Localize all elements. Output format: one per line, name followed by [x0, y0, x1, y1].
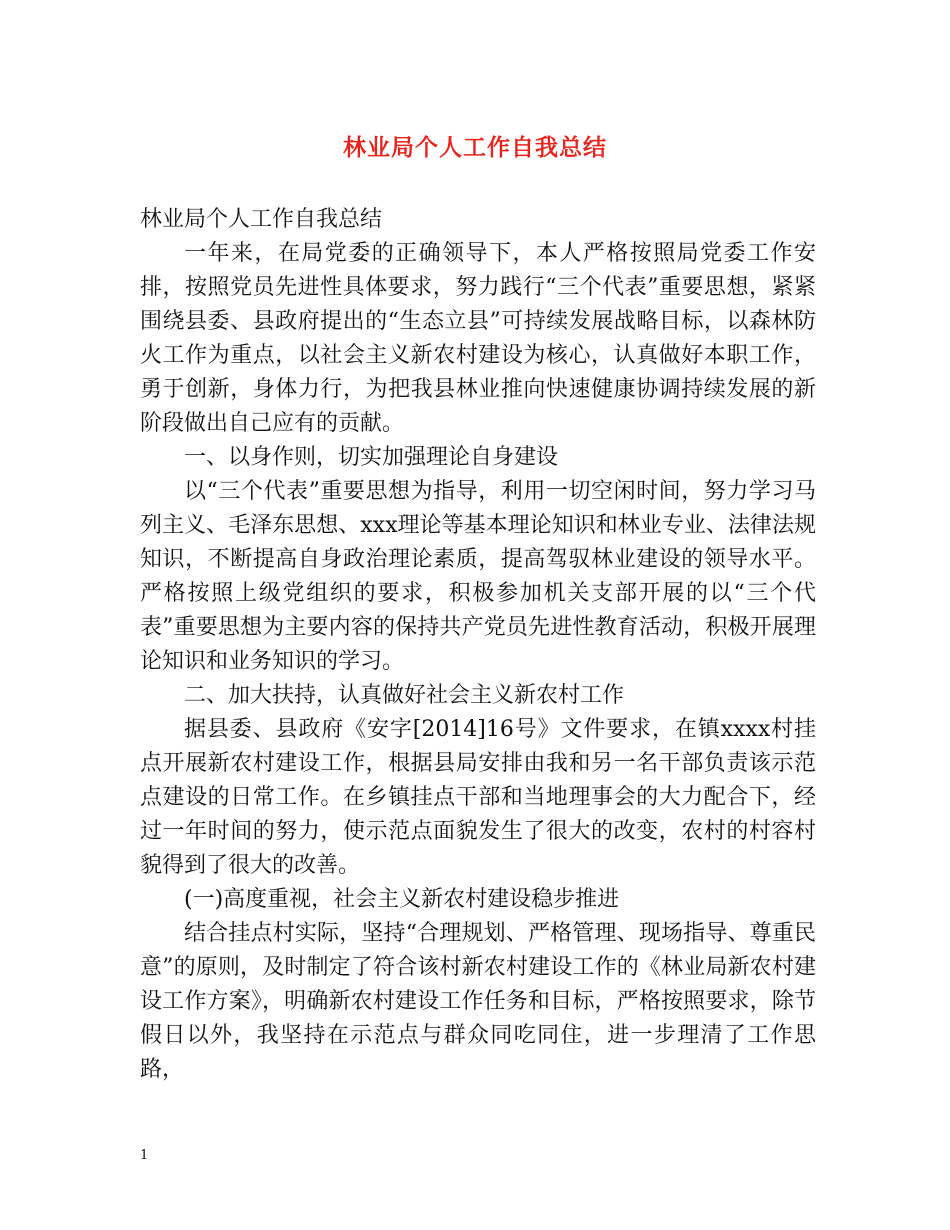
paragraph-subsection-1: 结合挂点村实际，坚持“合理规划、严格管理、现场指导、尊重民意”的原则，及时制定了符合该村新农村建设工作的《林业局新农村建设工作方案》，明确新农村建设工作任务和目标，严格按照要求，除节假日以外，我坚持在示范点与群众同吃同住，进一步理清了工作思路， [140, 921, 816, 1082]
paragraph-section-1: 以“三个代表”重要思想为指导，利用一切空闲时间，努力学习马列主义、毛泽东思想、xxx理论等基本理论知识和林业专业、法律法规知识，不断提高自身政治理论素质，提高驾驭林业建设的领导水平。严格按照上级党组织的要求，积极参加机关支部开展的以“三个代表”重要思想为主要内容的保持共产党员先进性教育活动，积极开展理论知识和业务知识的学习。 [140, 479, 816, 674]
paragraph-section-2: 据县委、县政府《安字[2014]16号》文件要求，在镇xxxx村挂点开展新农村建设工作，根据县局安排由我和另一名干部负责该示范点建设的日常工作。在乡镇挂点干部和当地理事会的大力配合下，经过一年时间的努力，使示范点面貌发生了很大的改变，农村的村容村貌得到了很大的改善。 [140, 717, 816, 878]
document-title: 林业局个人工作自我总结 [343, 135, 607, 161]
section-heading-2: 二、加大扶持，认真做好社会主义新农村工作 [184, 683, 625, 708]
document-body [140, 203, 816, 1087]
paragraph-intro: 一年来，在局党委的正确领导下，本人严格按照局党委工作安排，按照党员先进性具体要求，努力践行“三个代表”重要思想，紧紧围绕县委、县政府提出的“生态立县”可持续发展战略目标，以森林防火工作为重点，以社会主义新农村建设为核心，认真做好本职工作，勇于创新，身体力行，为把我县林业推向快速健康协调持续发展的新阶段做出自己应有的贡献。 [140, 241, 816, 436]
subsection-heading-1: (一)高度重视，社会主义新农村建设稳步推进 [184, 887, 620, 912]
paragraph-heading: 林业局个人工作自我总结 [140, 207, 383, 232]
section-heading-1: 一、以身作则，切实加强理论自身建设 [184, 445, 559, 470]
page-number: 1 [140, 1148, 149, 1163]
